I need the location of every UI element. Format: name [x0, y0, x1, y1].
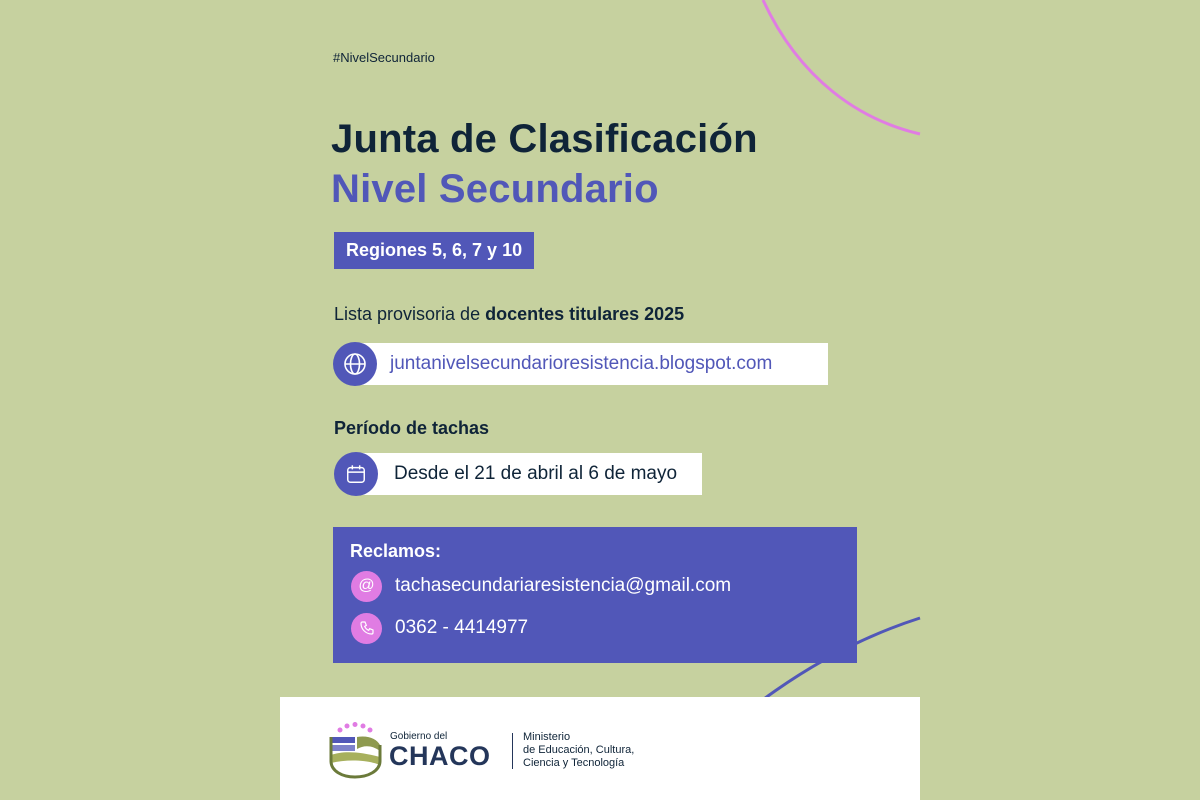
- period-dates: Desde el 21 de abril al 6 de mayo: [352, 453, 702, 495]
- footer-chaco: CHACO: [389, 741, 491, 771]
- hashtag: #NivelSecundario: [333, 50, 435, 65]
- claims-email[interactable]: tachasecundariaresistencia@gmail.com: [395, 575, 732, 596]
- footer-ministry: [523, 731, 634, 770]
- phone-icon: [351, 613, 382, 644]
- claims-phone-row[interactable]: [351, 612, 528, 644]
- ministry-line3: Ciencia y Tecnología: [523, 757, 625, 769]
- pink-arc: [763, 0, 920, 134]
- globe-icon: [333, 342, 377, 386]
- footer-gobierno: Gobierno del: [390, 731, 448, 742]
- list-text-bold: docentes titulares 2025: [485, 304, 685, 324]
- at-icon: @: [351, 571, 382, 602]
- chaco-logo-icon: [328, 721, 384, 779]
- ministry-line2: de Educación, Cultura,: [523, 744, 635, 756]
- website-link[interactable]: juntanivelsecundarioresistencia.blogspot.com: [352, 343, 828, 385]
- claims-box: [333, 527, 857, 663]
- claims-phone[interactable]: 0362 - 4414977: [395, 617, 529, 638]
- page-title: Junta de Clasificación: [331, 117, 758, 161]
- claims-email-row[interactable]: [351, 570, 731, 602]
- ministry-line1: Ministerio: [523, 731, 571, 743]
- regions-badge: Regiones 5, 6, 7 y 10: [334, 232, 534, 269]
- footer-divider: [512, 733, 513, 769]
- footer: [280, 697, 920, 800]
- claims-title: Reclamos:: [350, 541, 442, 561]
- list-text-prefix: Lista provisoria de: [334, 304, 486, 324]
- page-subtitle: Nivel Secundario: [331, 167, 659, 211]
- list-description: [334, 304, 684, 325]
- calendar-icon: [334, 452, 378, 496]
- period-label: Período de tachas: [334, 418, 490, 438]
